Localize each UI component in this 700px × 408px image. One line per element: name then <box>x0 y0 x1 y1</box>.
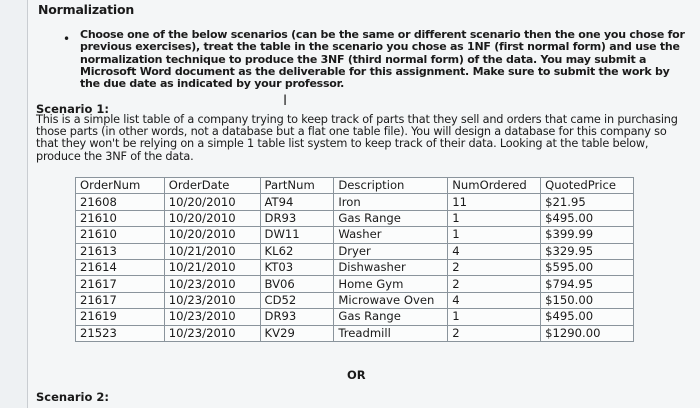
table-cell: 21523 <box>76 325 165 341</box>
scenario-2-title: Scenario 2: <box>36 390 109 404</box>
table-cell: 10/20/2010 <box>164 210 260 226</box>
table-cell: $595.00 <box>541 259 634 275</box>
orders-parts-table <box>75 177 634 342</box>
table-cell: Iron <box>334 194 448 210</box>
table-cell: 10/23/2010 <box>164 325 260 341</box>
table-cell: $21.95 <box>541 194 634 210</box>
table-cell: 21614 <box>76 259 165 275</box>
table-cell: 4 <box>448 243 541 259</box>
table-header-row <box>76 178 634 194</box>
table-cell: 21610 <box>76 227 165 243</box>
table-cell: 4 <box>448 292 541 308</box>
column-header: QuotedPrice <box>541 178 634 194</box>
table-row <box>76 325 634 341</box>
table-cell: 10/21/2010 <box>164 259 260 275</box>
scenario-1-description: This is a simple list table of a company trying to keep track of parts that they sell and orders that came in purchasing those parts (in other words, not a database but a flat one table file). You will design a database for this company so that they won't be relying on a simple 1 table list system to keep track of their data. Looking at the table below, produce the 3NF of the data. <box>36 113 678 163</box>
table-cell: 10/20/2010 <box>164 194 260 210</box>
column-header: NumOrdered <box>448 178 541 194</box>
table-cell: 10/23/2010 <box>164 309 260 325</box>
table-cell: DR93 <box>260 309 334 325</box>
table-cell: 2 <box>448 259 541 275</box>
or-separator: OR <box>347 368 366 382</box>
table-cell: $399.99 <box>541 227 634 243</box>
table-row <box>76 276 634 292</box>
table-cell: 1 <box>448 309 541 325</box>
table-cell: $495.00 <box>541 210 634 226</box>
table-cell: Gas Range <box>334 210 448 226</box>
table-cell: 21610 <box>76 210 165 226</box>
table-row <box>76 227 634 243</box>
table-row <box>76 210 634 226</box>
table-cell: $150.00 <box>541 292 634 308</box>
table-cell: 11 <box>448 194 541 210</box>
table-cell: $495.00 <box>541 309 634 325</box>
bullet-icon: • <box>63 32 71 46</box>
table-row <box>76 309 634 325</box>
table-cell: 1 <box>448 227 541 243</box>
table-cell: $1290.00 <box>541 325 634 341</box>
table-cell: DW11 <box>260 227 334 243</box>
column-header: OrderDate <box>164 178 260 194</box>
table-row <box>76 292 634 308</box>
table-cell: 21613 <box>76 243 165 259</box>
column-header: PartNum <box>260 178 334 194</box>
table-cell: CD52 <box>260 292 334 308</box>
table-cell: 10/23/2010 <box>164 276 260 292</box>
table-cell: DR93 <box>260 210 334 226</box>
page-heading: Normalization <box>38 2 135 17</box>
table-cell: 1 <box>448 210 541 226</box>
table-cell: Gas Range <box>334 309 448 325</box>
table-cell: BV06 <box>260 276 334 292</box>
table-cell: 10/21/2010 <box>164 243 260 259</box>
table-cell: Dishwasher <box>334 259 448 275</box>
table-cell: 2 <box>448 325 541 341</box>
table-cell: AT94 <box>260 194 334 210</box>
table-cell: Home Gym <box>334 276 448 292</box>
column-header: OrderNum <box>76 178 165 194</box>
table-cell: 2 <box>448 276 541 292</box>
text-cursor-icon: I <box>283 93 288 109</box>
scenario-1-title: Scenario 1: <box>36 102 109 116</box>
table-cell: Treadmill <box>334 325 448 341</box>
table-cell: $794.95 <box>541 276 634 292</box>
column-header: Description <box>334 178 448 194</box>
table-cell: 21617 <box>76 292 165 308</box>
table-cell: KV29 <box>260 325 334 341</box>
table-cell: 21619 <box>76 309 165 325</box>
table-cell: 10/23/2010 <box>164 292 260 308</box>
table-cell: KT03 <box>260 259 334 275</box>
table-row <box>76 259 634 275</box>
table-cell: Washer <box>334 227 448 243</box>
table-cell: 21608 <box>76 194 165 210</box>
table-cell: 21617 <box>76 276 165 292</box>
table-cell: $329.95 <box>541 243 634 259</box>
table-cell: KL62 <box>260 243 334 259</box>
table-cell: Dryer <box>334 243 448 259</box>
table-row <box>76 194 634 210</box>
assignment-instructions: Choose one of the below scenarios (can be the same or different scenario then the one you chose for previous exercises), treat the table in the scenario you chose as 1NF (first normal form) and use the normalization technique to produce the 3NF (third normal form) of the data. You may submit a Microsoft Word document as the deliverable for this assignment. Make sure to submit the work by the due date as indicated by your professor. <box>80 28 685 91</box>
document-page <box>27 0 700 408</box>
table-row <box>76 243 634 259</box>
table-cell: Microwave Oven <box>334 292 448 308</box>
table-cell: 10/20/2010 <box>164 227 260 243</box>
